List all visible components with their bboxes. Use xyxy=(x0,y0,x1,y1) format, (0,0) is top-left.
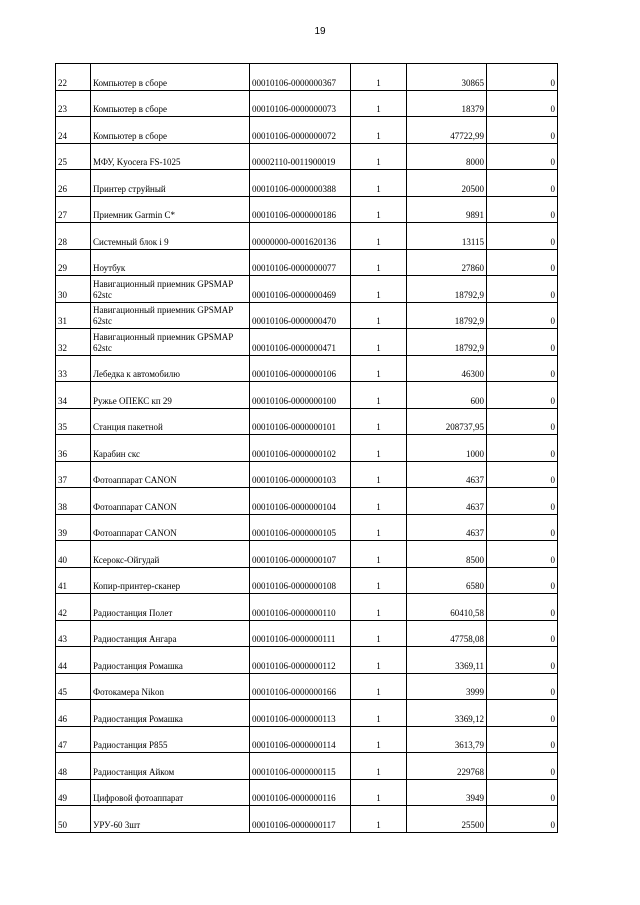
page-number: 19 xyxy=(314,26,326,37)
inventory-code-cell: 00002110-0011900019 xyxy=(250,143,351,170)
residual-value-cell: 0 xyxy=(487,461,558,488)
table-row xyxy=(56,700,558,727)
quantity-cell: 1 xyxy=(351,170,407,197)
quantity-cell: 1 xyxy=(351,382,407,409)
quantity-cell: 1 xyxy=(351,461,407,488)
residual-value-cell: 0 xyxy=(487,143,558,170)
cost-cell: 8500 xyxy=(407,541,487,568)
item-name-cell: Ксерокс-Ойгудай xyxy=(91,541,250,568)
table-row xyxy=(56,435,558,462)
residual-value-cell: 0 xyxy=(487,382,558,409)
inventory-code-cell: 00010106-0000000117 xyxy=(250,806,351,833)
quantity-cell: 1 xyxy=(351,488,407,515)
table-row xyxy=(56,567,558,594)
table-row xyxy=(56,170,558,197)
cost-cell: 18792,9 xyxy=(407,329,487,356)
residual-value-cell: 0 xyxy=(487,514,558,541)
inventory-code-cell: 00010106-0000000072 xyxy=(250,117,351,144)
inventory-code-cell: 00010106-0000000104 xyxy=(250,488,351,515)
residual-value-cell: 0 xyxy=(487,355,558,382)
item-name-cell: Радиостанция Айком xyxy=(91,753,250,780)
item-name-cell: Радиостанция Р855 xyxy=(91,726,250,753)
residual-value-cell: 0 xyxy=(487,488,558,515)
item-name-cell: Радиостанция Ромашка xyxy=(91,700,250,727)
item-name-cell: Карабин скс xyxy=(91,435,250,462)
item-name-cell: Радиостанция Полет xyxy=(91,594,250,621)
row-number-cell: 24 xyxy=(56,117,91,144)
cost-cell: 8000 xyxy=(407,143,487,170)
residual-value-cell: 0 xyxy=(487,647,558,674)
row-number-cell: 49 xyxy=(56,779,91,806)
table-row xyxy=(56,594,558,621)
cost-cell: 18379 xyxy=(407,90,487,117)
table-row xyxy=(56,673,558,700)
row-number-cell: 36 xyxy=(56,435,91,462)
row-number-cell: 29 xyxy=(56,249,91,276)
table-row xyxy=(56,620,558,647)
table-row xyxy=(56,408,558,435)
quantity-cell: 1 xyxy=(351,90,407,117)
table-row xyxy=(56,726,558,753)
quantity-cell: 1 xyxy=(351,435,407,462)
table-row xyxy=(56,753,558,780)
cost-cell: 229768 xyxy=(407,753,487,780)
inventory-code-cell: 00010106-0000000114 xyxy=(250,726,351,753)
quantity-cell: 1 xyxy=(351,355,407,382)
cost-cell: 60410,58 xyxy=(407,594,487,621)
quantity-cell: 1 xyxy=(351,249,407,276)
item-name-cell: УРУ-60 3шт xyxy=(91,806,250,833)
row-number-cell: 35 xyxy=(56,408,91,435)
quantity-cell: 1 xyxy=(351,223,407,250)
cost-cell: 18792,9 xyxy=(407,302,487,329)
quantity-cell: 1 xyxy=(351,700,407,727)
row-number-cell: 22 xyxy=(56,64,91,91)
inventory-code-cell: 00010106-0000000102 xyxy=(250,435,351,462)
cost-cell: 9891 xyxy=(407,196,487,223)
table-row xyxy=(56,276,558,303)
quantity-cell: 1 xyxy=(351,408,407,435)
cost-cell: 13115 xyxy=(407,223,487,250)
row-number-cell: 45 xyxy=(56,673,91,700)
quantity-cell: 1 xyxy=(351,143,407,170)
residual-value-cell: 0 xyxy=(487,223,558,250)
residual-value-cell: 0 xyxy=(487,726,558,753)
table-row xyxy=(56,488,558,515)
residual-value-cell: 0 xyxy=(487,753,558,780)
residual-value-cell: 0 xyxy=(487,567,558,594)
inventory-code-cell: 00010106-0000000186 xyxy=(250,196,351,223)
cost-cell: 600 xyxy=(407,382,487,409)
cost-cell: 4637 xyxy=(407,488,487,515)
item-name-cell: Навигационный приемник GPSMAP 62stc xyxy=(91,329,250,356)
item-name-cell: Навигационный приемник GPSMAP 62stc xyxy=(91,302,250,329)
inventory-code-cell: 00010106-0000000112 xyxy=(250,647,351,674)
item-name-cell: Фотоаппарат CANON xyxy=(91,461,250,488)
residual-value-cell: 0 xyxy=(487,673,558,700)
item-name-cell: Фотоаппарат CANON xyxy=(91,488,250,515)
quantity-cell: 1 xyxy=(351,620,407,647)
quantity-cell: 1 xyxy=(351,276,407,303)
inventory-code-cell: 00010106-0000000469 xyxy=(250,276,351,303)
inventory-code-cell: 00000000-0001620136 xyxy=(250,223,351,250)
inventory-code-cell: 00010106-0000000367 xyxy=(250,64,351,91)
row-number-cell: 25 xyxy=(56,143,91,170)
cost-cell: 27860 xyxy=(407,249,487,276)
quantity-cell: 1 xyxy=(351,567,407,594)
residual-value-cell: 0 xyxy=(487,329,558,356)
quantity-cell: 1 xyxy=(351,806,407,833)
inventory-code-cell: 00010106-0000000073 xyxy=(250,90,351,117)
inventory-code-cell: 00010106-0000000111 xyxy=(250,620,351,647)
cost-cell: 4637 xyxy=(407,461,487,488)
table-row xyxy=(56,647,558,674)
row-number-cell: 48 xyxy=(56,753,91,780)
item-name-cell: Системный блок i 9 xyxy=(91,223,250,250)
residual-value-cell: 0 xyxy=(487,249,558,276)
item-name-cell: Компьютер в сборе xyxy=(91,64,250,91)
table-row xyxy=(56,196,558,223)
item-name-cell: Станция пакетной xyxy=(91,408,250,435)
row-number-cell: 34 xyxy=(56,382,91,409)
table-row xyxy=(56,806,558,833)
inventory-code-cell: 00010106-0000000113 xyxy=(250,700,351,727)
row-number-cell: 41 xyxy=(56,567,91,594)
inventory-code-cell: 00010106-0000000100 xyxy=(250,382,351,409)
item-name-cell: Навигационный приемник GPSMAP 62stc xyxy=(91,276,250,303)
quantity-cell: 1 xyxy=(351,329,407,356)
table-row xyxy=(56,779,558,806)
table-row xyxy=(56,355,558,382)
table-row xyxy=(56,302,558,329)
item-name-cell: Радиостанция Ангара xyxy=(91,620,250,647)
residual-value-cell: 0 xyxy=(487,196,558,223)
residual-value-cell: 0 xyxy=(487,594,558,621)
cost-cell: 6580 xyxy=(407,567,487,594)
item-name-cell: Фотоаппарат CANON xyxy=(91,514,250,541)
item-name-cell: Приемник Garmin C* xyxy=(91,196,250,223)
row-number-cell: 47 xyxy=(56,726,91,753)
table-row xyxy=(56,64,558,91)
table-row xyxy=(56,143,558,170)
cost-cell: 1000 xyxy=(407,435,487,462)
item-name-cell: Радиостанция Ромашка xyxy=(91,647,250,674)
item-name-cell: Копир-принтер-сканер xyxy=(91,567,250,594)
inventory-table-body xyxy=(56,64,558,833)
table-row xyxy=(56,223,558,250)
item-name-cell: Принтер струйный xyxy=(91,170,250,197)
inventory-code-cell: 00010106-0000000110 xyxy=(250,594,351,621)
item-name-cell: МФУ, Kyocera FS-1025 xyxy=(91,143,250,170)
table-row xyxy=(56,541,558,568)
item-name-cell: Ружье ОПЕКС кп 29 xyxy=(91,382,250,409)
residual-value-cell: 0 xyxy=(487,408,558,435)
inventory-code-cell: 00010106-0000000116 xyxy=(250,779,351,806)
residual-value-cell: 0 xyxy=(487,117,558,144)
inventory-code-cell: 00010106-0000000108 xyxy=(250,567,351,594)
cost-cell: 3369,12 xyxy=(407,700,487,727)
inventory-code-cell: 00010106-0000000471 xyxy=(250,329,351,356)
cost-cell: 25500 xyxy=(407,806,487,833)
row-number-cell: 43 xyxy=(56,620,91,647)
residual-value-cell: 0 xyxy=(487,90,558,117)
inventory-code-cell: 00010106-0000000105 xyxy=(250,514,351,541)
quantity-cell: 1 xyxy=(351,196,407,223)
row-number-cell: 42 xyxy=(56,594,91,621)
inventory-code-cell: 00010106-0000000106 xyxy=(250,355,351,382)
cost-cell: 47758,08 xyxy=(407,620,487,647)
row-number-cell: 50 xyxy=(56,806,91,833)
cost-cell: 3999 xyxy=(407,673,487,700)
row-number-cell: 23 xyxy=(56,90,91,117)
item-name-cell: Фотокамера Nikon xyxy=(91,673,250,700)
inventory-code-cell: 00010106-0000000166 xyxy=(250,673,351,700)
inventory-code-cell: 00010106-0000000388 xyxy=(250,170,351,197)
inventory-code-cell: 00010106-0000000107 xyxy=(250,541,351,568)
table-row xyxy=(56,90,558,117)
quantity-cell: 1 xyxy=(351,726,407,753)
row-number-cell: 37 xyxy=(56,461,91,488)
residual-value-cell: 0 xyxy=(487,170,558,197)
inventory-code-cell: 00010106-0000000101 xyxy=(250,408,351,435)
residual-value-cell: 0 xyxy=(487,64,558,91)
cost-cell: 3613,79 xyxy=(407,726,487,753)
row-number-cell: 26 xyxy=(56,170,91,197)
cost-cell: 3949 xyxy=(407,779,487,806)
table-row xyxy=(56,249,558,276)
residual-value-cell: 0 xyxy=(487,435,558,462)
inventory-table xyxy=(55,63,558,833)
row-number-cell: 27 xyxy=(56,196,91,223)
quantity-cell: 1 xyxy=(351,753,407,780)
table-row xyxy=(56,117,558,144)
cost-cell: 4637 xyxy=(407,514,487,541)
cost-cell: 20500 xyxy=(407,170,487,197)
residual-value-cell: 0 xyxy=(487,541,558,568)
cost-cell: 30865 xyxy=(407,64,487,91)
row-number-cell: 38 xyxy=(56,488,91,515)
row-number-cell: 32 xyxy=(56,329,91,356)
table-row xyxy=(56,514,558,541)
item-name-cell: Компьютер в сборе xyxy=(91,117,250,144)
table-row xyxy=(56,329,558,356)
quantity-cell: 1 xyxy=(351,64,407,91)
residual-value-cell: 0 xyxy=(487,276,558,303)
residual-value-cell: 0 xyxy=(487,806,558,833)
inventory-code-cell: 00010106-0000000077 xyxy=(250,249,351,276)
row-number-cell: 31 xyxy=(56,302,91,329)
table-row xyxy=(56,461,558,488)
table-row xyxy=(56,382,558,409)
item-name-cell: Лебедка к автомобилю xyxy=(91,355,250,382)
residual-value-cell: 0 xyxy=(487,302,558,329)
quantity-cell: 1 xyxy=(351,673,407,700)
item-name-cell: Ноутбук xyxy=(91,249,250,276)
residual-value-cell: 0 xyxy=(487,700,558,727)
quantity-cell: 1 xyxy=(351,647,407,674)
row-number-cell: 33 xyxy=(56,355,91,382)
cost-cell: 46300 xyxy=(407,355,487,382)
quantity-cell: 1 xyxy=(351,514,407,541)
cost-cell: 3369,11 xyxy=(407,647,487,674)
quantity-cell: 1 xyxy=(351,117,407,144)
cost-cell: 18792,9 xyxy=(407,276,487,303)
residual-value-cell: 0 xyxy=(487,779,558,806)
inventory-code-cell: 00010106-0000000115 xyxy=(250,753,351,780)
row-number-cell: 28 xyxy=(56,223,91,250)
row-number-cell: 46 xyxy=(56,700,91,727)
item-name-cell: Цифровой фотоаппарат xyxy=(91,779,250,806)
quantity-cell: 1 xyxy=(351,594,407,621)
item-name-cell: Компьютер в сборе xyxy=(91,90,250,117)
residual-value-cell: 0 xyxy=(487,620,558,647)
inventory-code-cell: 00010106-0000000470 xyxy=(250,302,351,329)
row-number-cell: 30 xyxy=(56,276,91,303)
inventory-code-cell: 00010106-0000000103 xyxy=(250,461,351,488)
row-number-cell: 44 xyxy=(56,647,91,674)
quantity-cell: 1 xyxy=(351,779,407,806)
quantity-cell: 1 xyxy=(351,541,407,568)
cost-cell: 47722,99 xyxy=(407,117,487,144)
row-number-cell: 40 xyxy=(56,541,91,568)
row-number-cell: 39 xyxy=(56,514,91,541)
cost-cell: 208737,95 xyxy=(407,408,487,435)
quantity-cell: 1 xyxy=(351,302,407,329)
